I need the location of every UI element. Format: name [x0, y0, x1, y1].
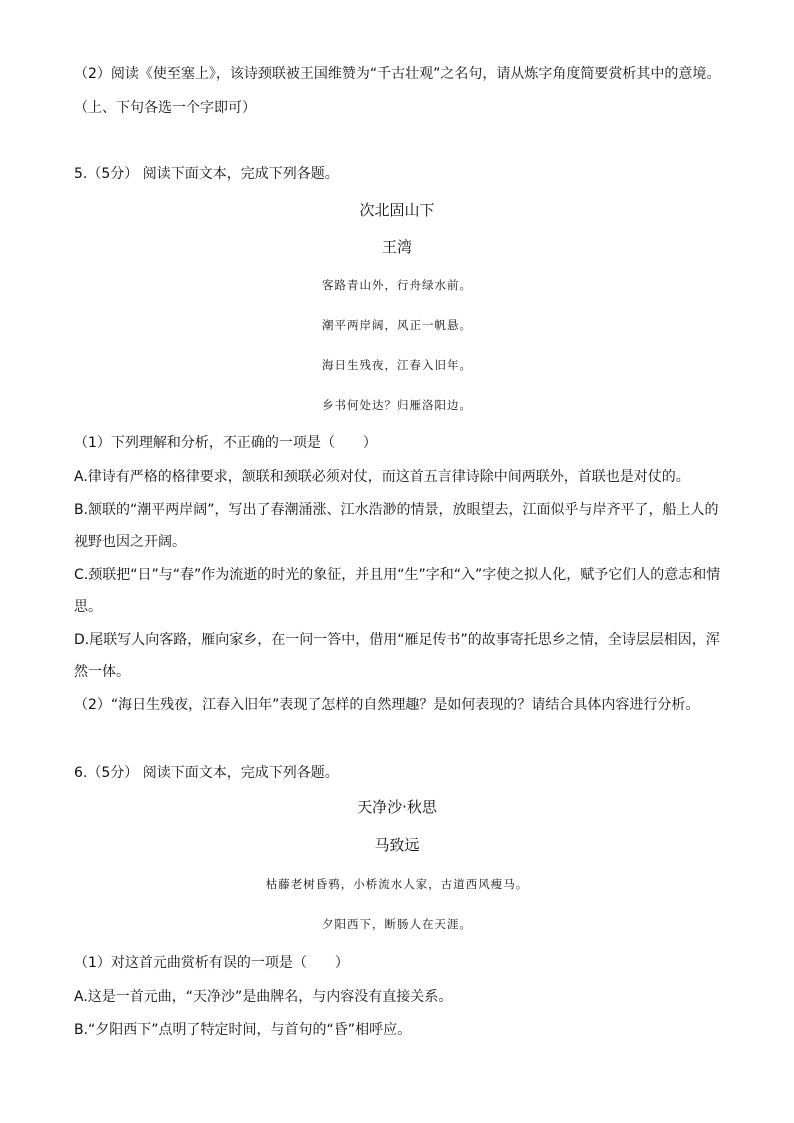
q6-poem-line: 夕阳西下，断肠人在天涯。 — [322, 917, 472, 931]
q6-option-b: B.“夕阳西下”点明了特定时间，与首句的“昏”相呼应。 — [74, 1022, 412, 1038]
q5-poem-title: 次北固山下 — [359, 201, 435, 219]
q5-poem-line: 潮平两岸阔，风正一帆悬。 — [322, 318, 472, 332]
q6-poem-line: 枯藤老树昏鸦，小桥流水人家，古道西风瘦马。 — [265, 877, 529, 891]
q5-option-d-line2: 然一体。 — [74, 664, 130, 680]
q4-sub2-line2: （上、下句各选一个字即可） — [74, 100, 256, 116]
q6-poem-author: 马致远 — [374, 836, 420, 854]
q5-poem-line: 海日生残夜，江春入旧年。 — [322, 358, 472, 372]
q5-poem-author: 王湾 — [381, 238, 412, 256]
q5-option-d-line1: D.尾联写人向客路，雁向家乡，在一问一答中，借用“雁足传书”的故事寄托思乡之情，全诗层层相因，浑 — [74, 632, 720, 648]
q4-sub2-line1: （2）阅读《使至塞上》，该诗颈联被王国维赞为“千古壮观”之名句，请从炼字角度简要赏析其中的意境。 — [74, 66, 721, 82]
q5-poem-line: 乡书何处达？归雁洛阳边。 — [322, 398, 472, 412]
q5-option-b-line1: B.颔联的“潮平两岸阔”，写出了春潮涌涨、江水浩渺的情景，放眼望去，江面似乎与岸齐平了，船上人的 — [74, 502, 719, 518]
q5-option-c-line1: C.颈联把“日”与“春”作为流逝的时光的象征，并且用“生”字和“入”字使之拟人化，赋予它们人的意志和情 — [74, 567, 721, 583]
q6-poem-title: 天净沙·秋思 — [357, 798, 437, 816]
q5-poem-line: 客路青山外，行舟绿水前。 — [322, 278, 472, 292]
q6-option-a: A.这是一首元曲，“天净沙”是曲牌名，与内容没有直接关系。 — [74, 989, 453, 1005]
q5-sub1: （1）下列理解和分析，不正确的一项是（ ） — [74, 435, 377, 451]
q5-option-c-line2: 思。 — [74, 599, 102, 615]
q5-sub2: （2）“海日生残夜，江春入旧年”表现了怎样的自然理趣？是如何表现的？请结合具体内容进行分析。 — [74, 697, 700, 713]
q6-sub1: （1）对这首元曲赏析有误的一项是（ ） — [74, 955, 349, 971]
q5-option-b-line2: 视野也因之开阔。 — [74, 534, 186, 550]
q6-heading: 6.（5分） 阅读下面文本，完成下列各题。 — [74, 765, 339, 781]
q5-heading: 5.（5分） 阅读下面文本，完成下列各题。 — [74, 166, 339, 182]
q5-option-a: A.律诗有严格的格律要求，颔联和颈联必须对仗，而这首五言律诗除中间两联外，首联也是对仗的。 — [74, 469, 690, 485]
